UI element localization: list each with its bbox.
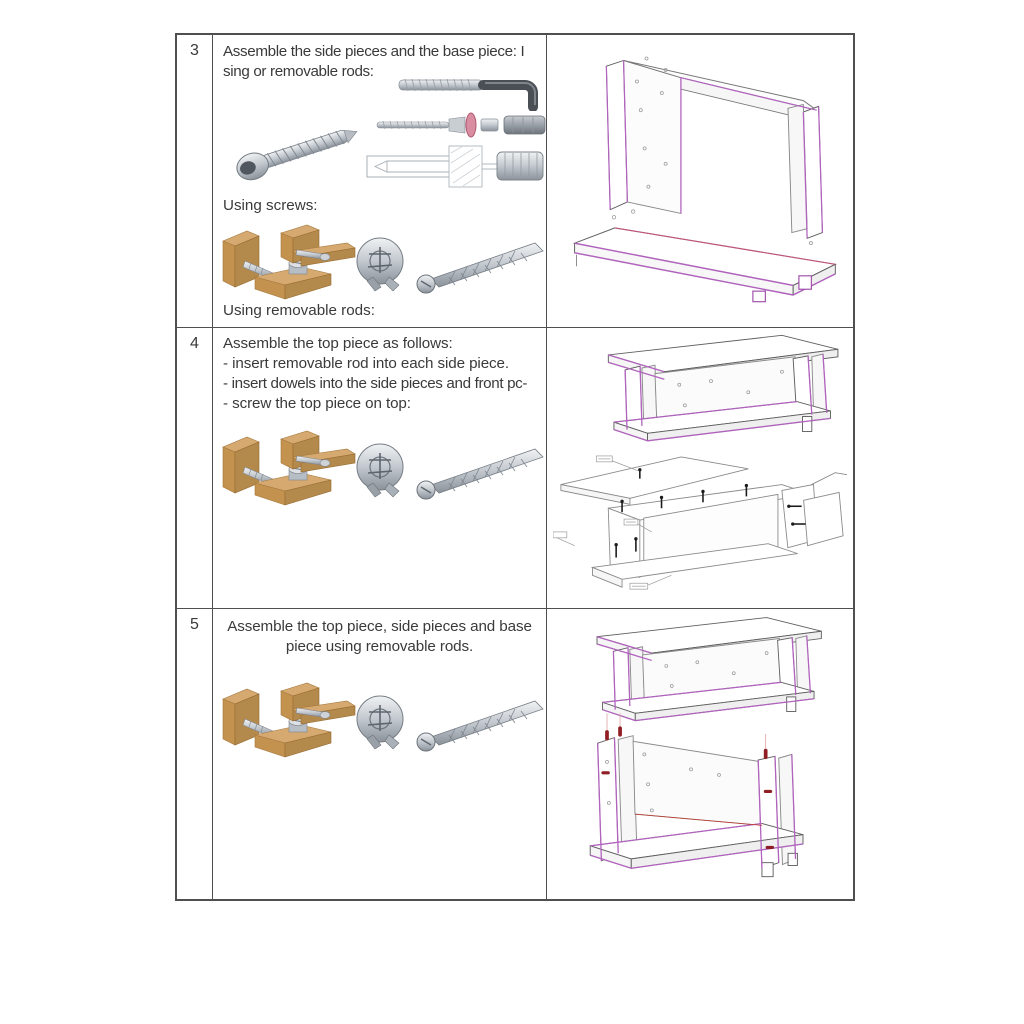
step5-instruction-cell: [213, 609, 547, 899]
cam-lock-joint-wood-blocks-photo: [223, 225, 355, 299]
hanger-bolt-with-pink-washer-and-barrel-nut-photo: [373, 109, 547, 141]
hardware-cluster-illustration: [217, 679, 547, 774]
cam-lock-joint-wood-blocks-photo: [223, 683, 355, 757]
cam-lock-disc-photo: [357, 696, 403, 749]
step4-line3: - insert dowels into the side pieces and front pc-: [223, 375, 528, 392]
cam-lock-disc-photo: [357, 444, 403, 497]
step4-instruction-cell: [213, 328, 547, 609]
cam-lock-joint-wood-blocks-photo: [223, 431, 355, 505]
step3-instruction-cell: [213, 35, 547, 328]
step4-drawing-cell: [547, 328, 853, 609]
step5-number-cell: [177, 609, 213, 899]
step4-line1: Assemble the top piece as follows:: [223, 335, 453, 352]
step5-drawing-cell: [547, 609, 853, 899]
assembled-unit-wireframe-drawing: [599, 330, 851, 448]
step4-number-cell: [177, 328, 213, 609]
caption-using-screws: Using screws:: [223, 197, 318, 214]
step3-number-cell: [177, 35, 213, 328]
confirmat-screw-photo: [221, 117, 361, 193]
hardware-cluster-illustration: [217, 427, 547, 522]
bolt-in-panel-cross-section-diagram: [363, 141, 547, 191]
step4-line2: - insert removable rod into each side piece.: [223, 355, 510, 372]
knurled-connecting-rod-photo: [417, 701, 543, 751]
step-number: 3: [190, 42, 199, 59]
removable-rod-hardware-cluster: [217, 679, 547, 774]
removable-rod-hardware-cluster: [217, 427, 547, 522]
step5-line1: Assemble the top piece, side pieces and base: [227, 618, 532, 635]
step4-line4: - screw the top piece on top:: [223, 395, 411, 412]
step3-title: Assemble the side pieces and the base piece: I sing or removable rods:: [223, 43, 525, 80]
step-number: 5: [190, 616, 199, 633]
step-number: 4: [190, 335, 199, 352]
instruction-table: [175, 33, 855, 901]
step3-drawing-cell: [547, 35, 853, 328]
knurled-connecting-rod-photo: [417, 449, 543, 499]
cam-lock-disc-photo: [357, 238, 403, 291]
step5-line2: piece using removable rods.: [285, 638, 474, 655]
dimension-label: [596, 456, 637, 471]
hanger-bolt-with-allen-key-photo: [395, 65, 547, 111]
base-piece-wireframe-drawing: [565, 213, 843, 307]
knurled-connecting-rod-photo: [417, 243, 543, 293]
exploded-assembly-wireframe-drawing: [553, 446, 849, 604]
assembled-unit-wireframe-drawing: [599, 330, 851, 448]
dimension-label: [553, 532, 575, 546]
frame-with-removable-rods-wireframe-drawing: [579, 709, 831, 895]
caption-using-removable-rods: Using removable rods:: [223, 302, 375, 319]
